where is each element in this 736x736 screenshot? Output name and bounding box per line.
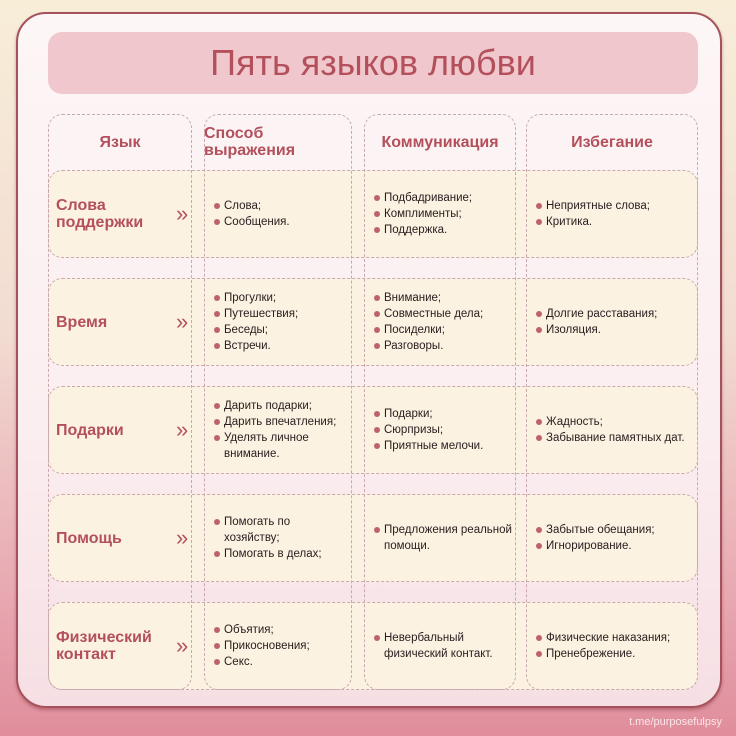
avoid-cell [536,386,694,474]
list-item: Прогулки; [214,290,298,306]
language-label: Физический контакт [56,629,152,663]
avoid-cell [536,494,694,582]
list-item: Сообщения. [214,214,290,230]
communication-cell [374,494,512,582]
list-item: Дарить подарки; [214,398,348,414]
double-chevron-right-icon: » [176,417,189,442]
list-item: Сюрпризы; [374,422,483,438]
list-item: Долгие расставания; [536,306,657,322]
list-item: Помогать по хозяйству; [214,514,348,546]
list-item: Внимание; [374,290,483,306]
list-item: Разговоры. [374,338,483,354]
communication-cell [374,386,512,474]
avoid-cell [536,278,694,366]
expression-cell [214,386,348,474]
list-item: Физические наказания; [536,630,670,646]
list-item: Забывание памятных дат. [536,430,685,446]
column-header: Коммуникация [381,133,499,151]
column-header: Способ выражения [204,125,296,159]
avoid-cell [536,602,694,690]
list-item: Забытые обещания; [536,522,655,538]
list-item: Поддержка. [374,222,472,238]
expression-cell [214,602,348,690]
list-item: Уделять личное внимание. [214,430,348,462]
language-label: Помощь [56,529,122,547]
list-item: Секс. [214,654,310,670]
language-label: Слова поддержки [56,197,144,231]
list-item: Встречи. [214,338,298,354]
list-item: Посиделки; [374,322,483,338]
list-item: Объятия; [214,622,310,638]
column-header: Избегание [571,133,653,151]
list-item: Изоляция. [536,322,657,338]
list-item: Предложения реальной помощи. [374,522,512,554]
list-item: Дарить впечатления; [214,414,348,430]
list-item: Игнорирование. [536,538,655,554]
language-label: Время [56,313,108,331]
list-item: Путешествия; [214,306,298,322]
double-chevron-right-icon: » [176,633,189,658]
double-chevron-right-icon: » [176,525,189,550]
double-chevron-right-icon: » [176,201,189,226]
list-item: Совместные дела; [374,306,483,322]
avoid-cell [536,170,694,258]
list-item: Слова; [214,198,290,214]
language-label: Подарки [56,421,124,439]
list-item: Неприятные слова; [536,198,650,214]
list-item: Подбадривание; [374,190,472,206]
list-item: Прикосновения; [214,638,310,654]
page-title: Пять языков любви [48,32,698,94]
expression-cell [214,278,348,366]
list-item: Пренебрежение. [536,646,670,662]
expression-cell [214,170,348,258]
list-item: Критика. [536,214,650,230]
list-item: Приятные мелочи. [374,438,483,454]
list-item: Подарки; [374,406,483,422]
communication-cell [374,170,512,258]
communication-cell [374,602,512,690]
credit-link[interactable]: t.me/purposefulpsy [629,716,722,728]
communication-cell [374,278,512,366]
column-header: Язык [99,133,141,151]
list-item: Беседы; [214,322,298,338]
list-item: Жадность; [536,414,685,430]
double-chevron-right-icon: » [176,309,189,334]
list-item: Комплименты; [374,206,472,222]
list-item: Помогать в делах; [214,546,348,562]
expression-cell [214,494,348,582]
list-item: Невербальный физический контакт. [374,630,512,662]
